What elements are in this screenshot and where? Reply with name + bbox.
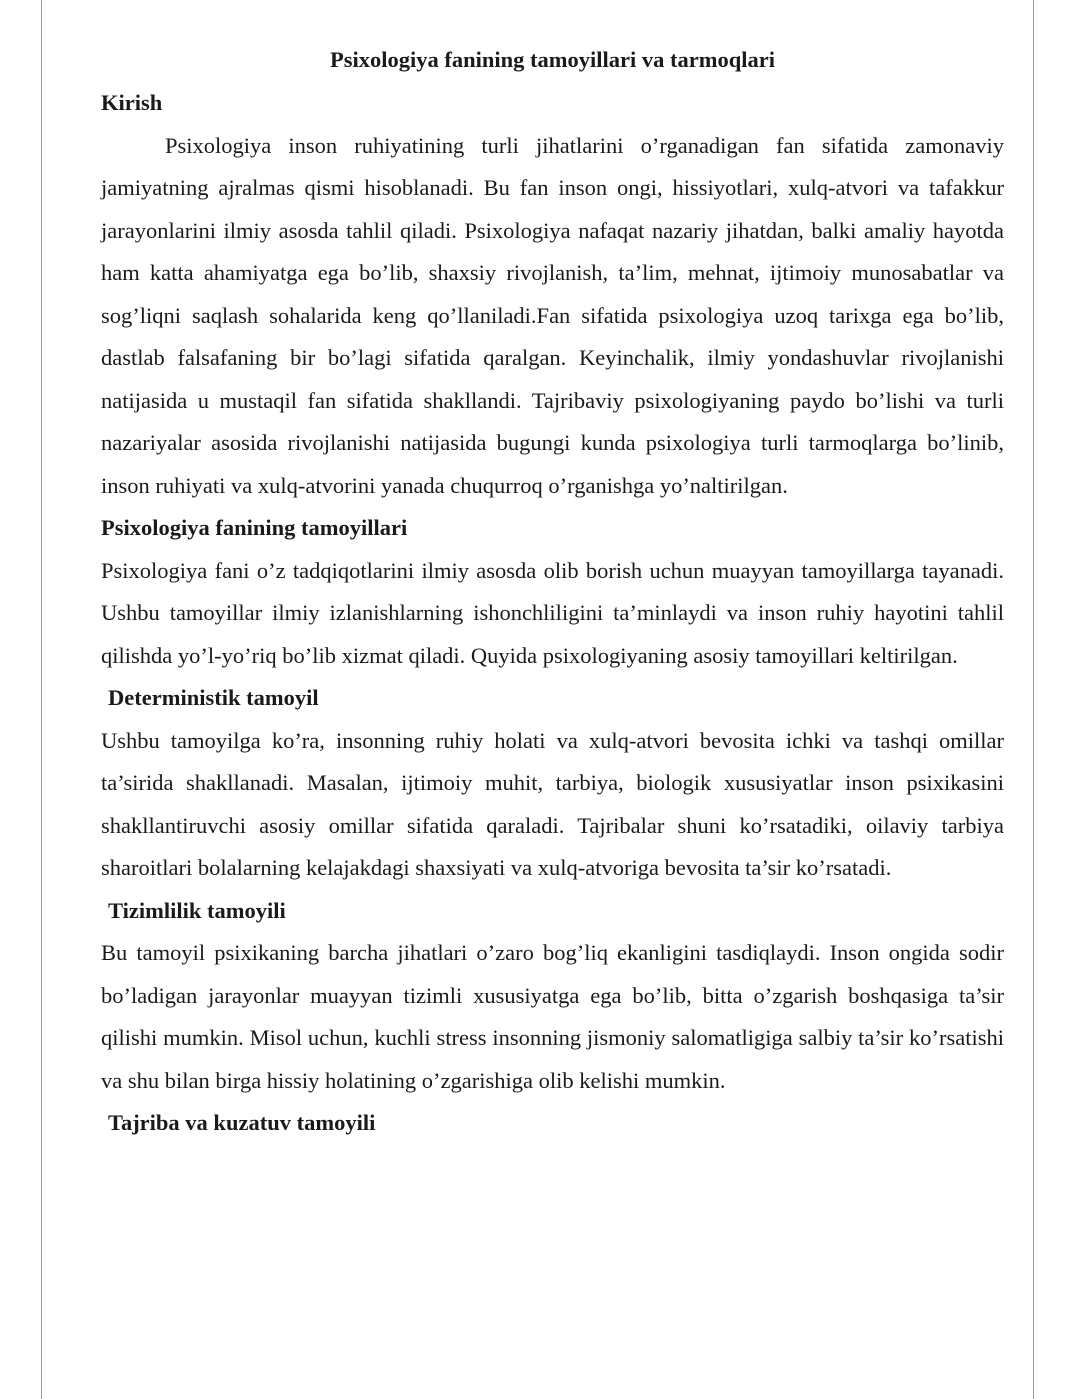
section-body-tamoyillar: Psixologiya fani o’z tadqiqotlarini ilmiy asosda olib borish uchun muayyan tamoyillarga tayanadi. Ushbu tamoyillar ilmiy izlanishlarning ishonchliligini ta’minlaydi va inson ruhiy hayotini tahlil qilishda yo’l-yo’riq bo’lib xizmat qiladi. Quyida psixologiyaning asosiy tamoyillari keltirilgan. [101, 557, 1004, 668]
section-heading-tizimlilik: Tizimlilik tamoyili [108, 897, 286, 923]
section-heading-tamoyillar: Psixologiya fanining tamoyillari [101, 515, 408, 540]
section-body-deterministik: Ushbu tamoyilga ko’ra, insonning ruhiy holati va xulq-atvori bevosita ichki va tashqi omillar ta’sirida shakllanadi. Masalan, ijtimoiy muhit, tarbiya, biologik xususiyatlar inson psixikasini shakllantiruvchi asosiy omillar sifatida qaraladi. Tajribalar shuni ko’rsatadiki, oilaviy tarbiya sharoitlari bolalarning kelajakdagi shaxsiyati va xulq-atvoriga bevosita ta’sir ko’rsatadi. [101, 727, 1004, 880]
section-body-tizimlilik: Bu tamoyil psixikaning barcha jihatlari o’zaro bog’liq ekanligini tasdiqlaydi. Inson ongida sodir bo’ladigan jarayonlar muayyan tizimli xususiyatga ega bo’lib, bitta o’zgarish boshqasiga ta’sir qilishi mumkin. Misol uchun, kuchli stress insonning jismoniy salomatligiga salbiy ta’sir ko’rsatishi va shu bilan birga hissiy holatining o’zgarishiga olib kelishi mumkin. [101, 940, 1004, 1093]
section-heading-deterministik: Deterministik tamoyil [108, 685, 319, 710]
section-heading-kirish: Kirish [101, 90, 163, 115]
section-heading-tajriba: Tajriba va kuzatuv tamoyili [108, 1110, 376, 1135]
section-body-kirish: Psixologiya inson ruhiyatining turli jihatlarini o’rganadigan fan sifatida zamonaviy jamiyatning ajralmas qismi hisoblanadi. Bu fan inson ongi, hissiyotlari, xulq-atvori va tafakkur jarayonlarini ilmiy asosda tahlil qiladi. Psixologiya nafaqat nazariy jihatdan, balki amaliy hayotda ham katta ahamiyatga ega bo’lib, shaxsiy rivojlanish, ta’lim, mehnat, ijtimoiy munosabatlar va sog’liqni saqlash sohalarida keng qo’llaniladi.Fan sifatida psixologiya uzoq tarixga ega bo’lib, dastlab falsafaning bir bo’lagi sifatida qaralgan. Keyinchalik, ilmiy yondashuvlar rivojlanishi natijasida u mustaqil fan sifatida shakllandi. Tajribaviy psixologiyaning paydo bo’lishi va turli nazariyalar asosida rivojlanishi natijasida bugungi kunda psixologiya turli tarmoqlarga bo’linib, inson ruhiyati va xulq-atvorini yanada chuqurroq o’rganishga yo’naltirilgan. [101, 132, 1004, 498]
document-title: Psixologiya fanining tamoyillari va tarmoqlari [330, 47, 775, 72]
document-page [101, 42, 1004, 1145]
